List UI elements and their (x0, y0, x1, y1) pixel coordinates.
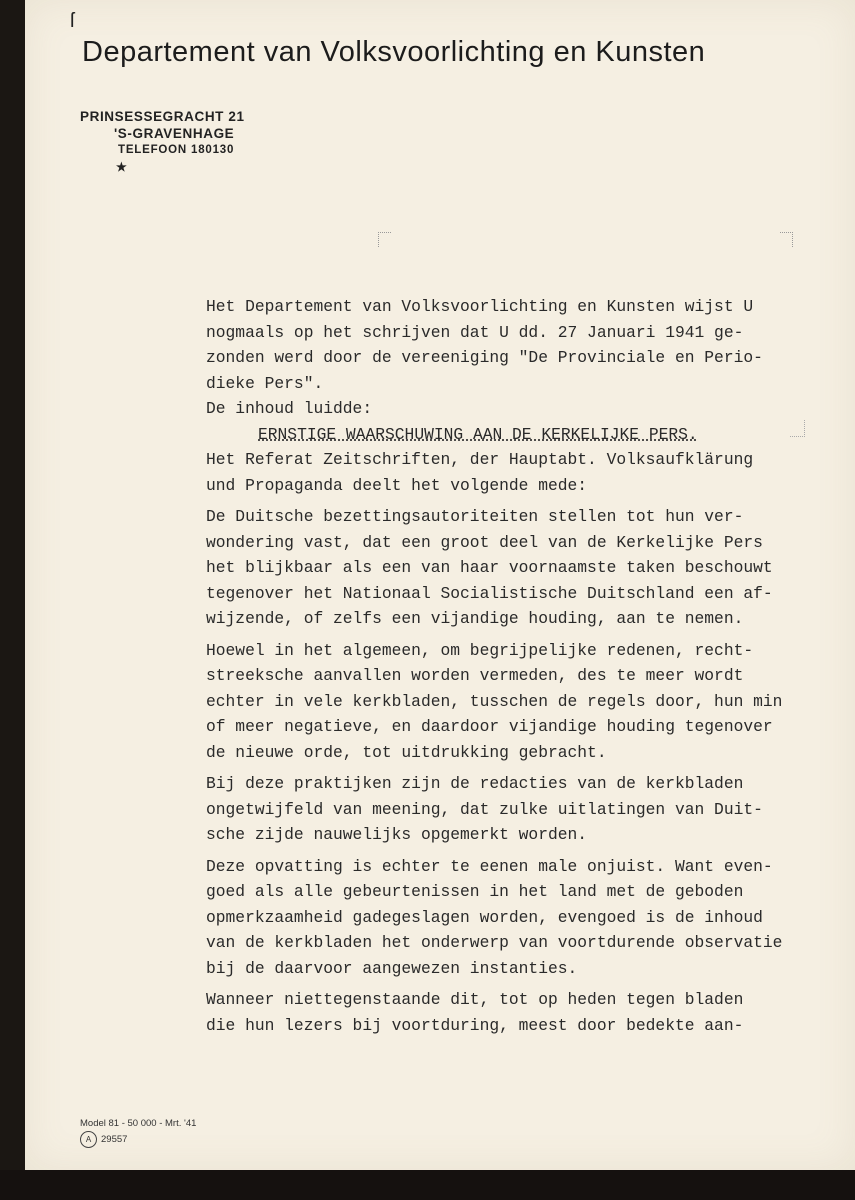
letter-line: opmerkzaamheid gadegeslagen worden, evengoed is de inhoud (206, 907, 763, 927)
scan-bottom-edge (0, 1170, 855, 1200)
letter-line: dieke Pers". (206, 373, 324, 393)
letterhead-title: Departement van Volksvoorlichting en Kunsten (82, 36, 706, 68)
letter-line: goed als alle gebeurtenissen in het land met de geboden (206, 882, 744, 901)
letter-line: streeksche aanvallen worden vermeden, des te meer wordt (206, 666, 744, 685)
footer-number: 29557 (101, 1134, 128, 1146)
letter-line: Het Departement van Volksvoorlichting en Kunsten wijst U (206, 297, 754, 316)
letter-line: of meer negatieve, en daardoor vijandige houding tegenover (206, 717, 773, 736)
address-city: 'S-GRAVENHAGE (114, 126, 235, 141)
letter-line: de nieuwe orde, tot uitdrukking gebracht. (206, 742, 607, 762)
letter-line: wondering vast, dat een groot deel van de Kerkelijke Pers (206, 532, 763, 552)
addressee-bracket-right (780, 232, 793, 247)
letter-line: De Duitsche bezettingsautoriteiten stellen tot hun ver- (206, 507, 744, 526)
star-icon: ★ (116, 160, 127, 174)
letter-heading: ERNSTIGE WAARSCHUWING AAN DE KERKELIJKE PERS. (258, 424, 698, 444)
letter-line: Hoewel in het algemeen, om begrijpelijke redenen, recht- (206, 640, 754, 660)
letter-line: het blijkbaar als een van haar voornaamste taken beschouwt (206, 558, 773, 577)
address-street: PRINSESSEGRACHT 21 (80, 109, 245, 124)
letter-line: und Propaganda deelt het volgende mede: (206, 475, 588, 495)
letter-line: die hun lezers bij voortduring, meest door bedekte aan- (206, 1015, 744, 1035)
footer-model: Model 81 - 50 000 - Mrt. '41 (80, 1118, 197, 1129)
letter-line: Wanneer niettegenstaande dit, tot op heden tegen bladen (206, 990, 744, 1009)
letter-line: zonden werd door de vereeniging "De Provinciale en Perio- (206, 348, 763, 367)
letter-line: Deze opvatting is echter te eenen male onjuist. Want even- (206, 856, 773, 876)
addressee-bracket-left (378, 232, 391, 247)
letter-line: Bij deze praktijken zijn de redacties van de kerkbladen (206, 774, 744, 793)
printer-seal-icon: A (80, 1131, 97, 1148)
letter-line: sche zijde nauwelijks opgemerkt worden. (206, 825, 588, 844)
letterhead-address (80, 108, 245, 176)
letter-line: echter in vele kerkbladen, tusschen de regels door, hun min (206, 691, 783, 711)
printer-footer (80, 1117, 196, 1148)
scan-left-edge (0, 0, 25, 1170)
letter-line: van de kerkbladen het onderwerp van voortdurende observatie (206, 933, 783, 952)
address-telephone: TELEFOON 180130 (118, 144, 235, 156)
corner-pencil-mark: ſ (70, 10, 75, 32)
letter-line: tegenover het Nationaal Socialistische Duitschland een af- (206, 583, 773, 603)
letter-line: bij de daarvoor aangewezen instanties. (206, 958, 578, 978)
footer-number-row (80, 1131, 196, 1148)
letter-line: Het Referat Zeitschriften, der Hauptabt. Volksaufklärung (206, 450, 754, 469)
letter-line: wijzende, of zelfs een vijandige houding, aan te nemen. (206, 609, 744, 628)
letter-line: nogmaals op het schrijven dat U dd. 27 Januari 1941 ge- (206, 322, 744, 342)
letter-body (206, 294, 831, 1038)
letter-line: ongetwijfeld van meening, dat zulke uitlatingen van Duit- (206, 799, 763, 819)
letter-line: De inhoud luidde: (206, 399, 373, 418)
